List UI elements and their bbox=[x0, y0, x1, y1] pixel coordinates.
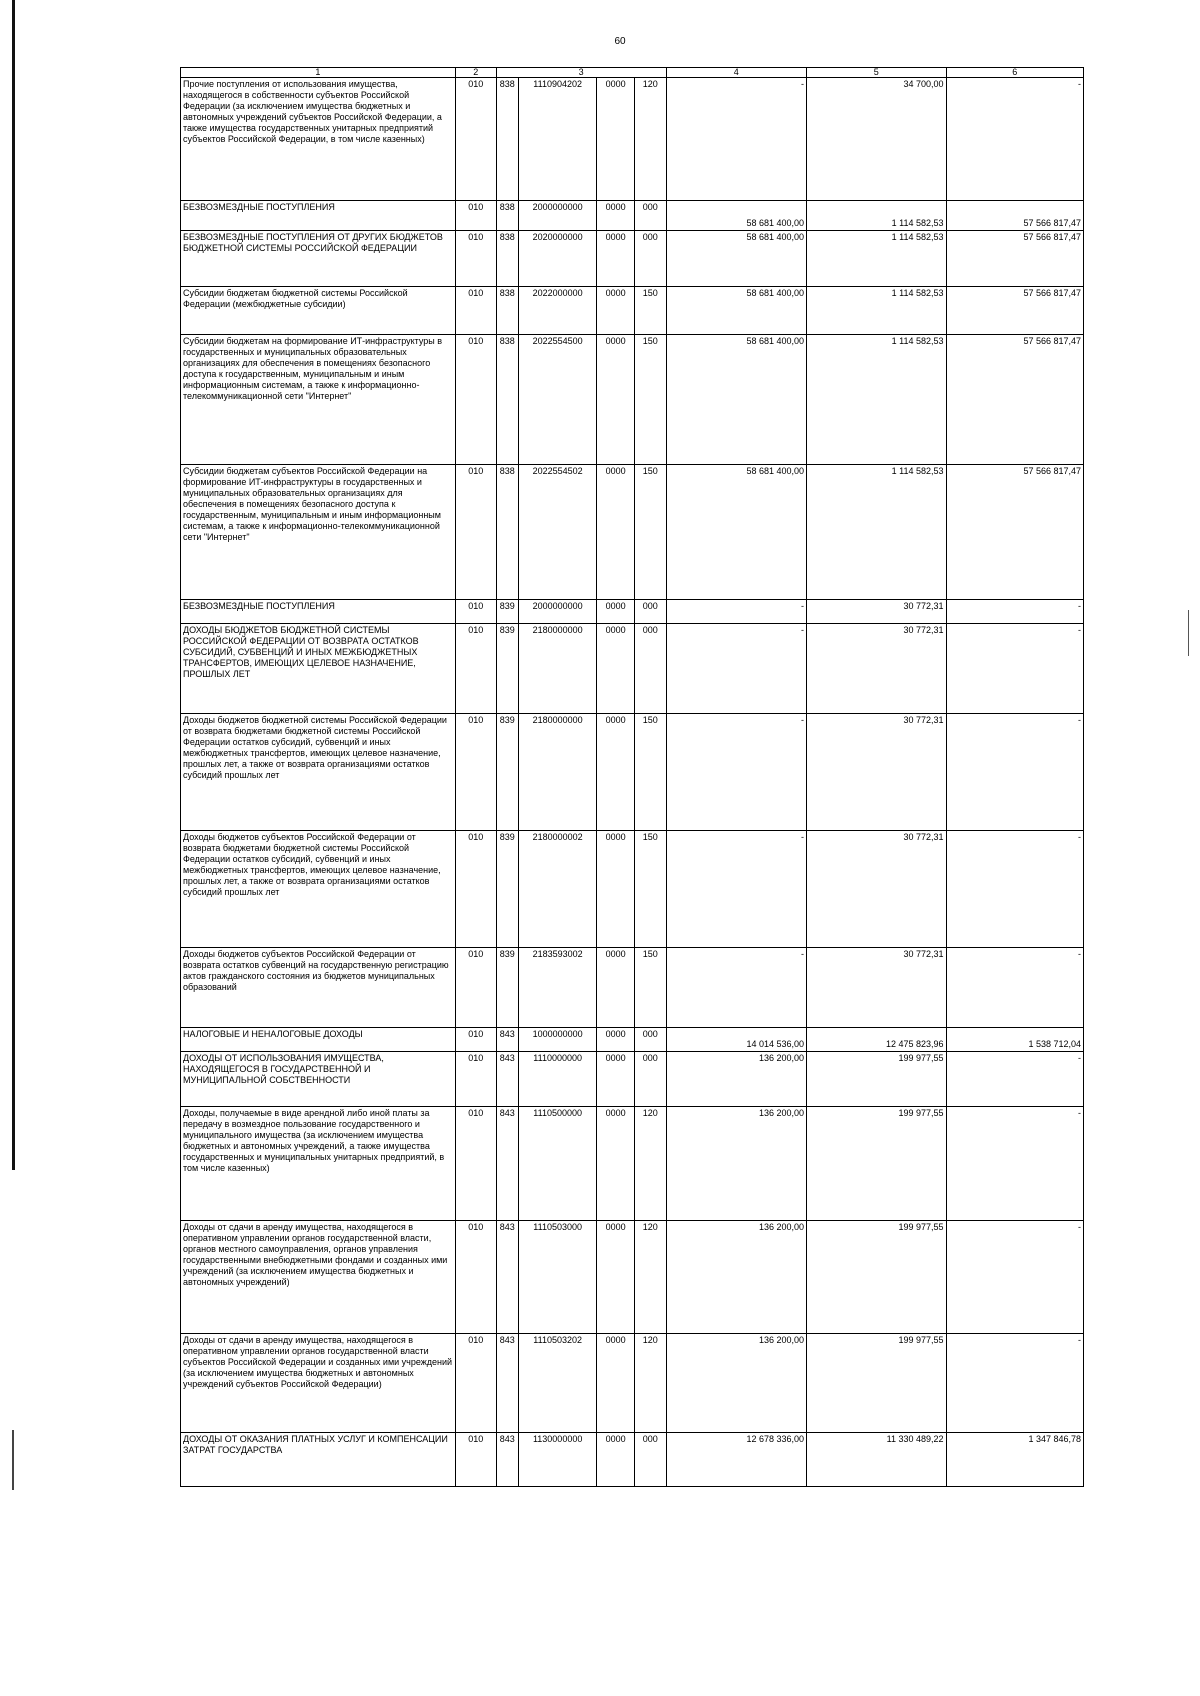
row-name: НАЛОГОВЫЕ И НЕНАЛОГОВЫЕ ДОХОДЫ bbox=[181, 1028, 456, 1052]
row-code-kbk: 2180000000 bbox=[518, 714, 596, 831]
row-code-admin: 838 bbox=[496, 78, 518, 201]
row-code-type: 000 bbox=[635, 231, 667, 287]
row-code-admin: 838 bbox=[496, 231, 518, 287]
row-amount-col4: - bbox=[666, 714, 806, 831]
budget-table bbox=[180, 67, 1084, 1487]
row-amount-col5: 30 772,31 bbox=[807, 624, 946, 714]
row-code-admin: 839 bbox=[496, 831, 518, 948]
row-code-kbk: 1110503202 bbox=[518, 1334, 596, 1433]
row-code-kbk: 1130000000 bbox=[518, 1433, 596, 1487]
row-code-program: 0000 bbox=[597, 465, 635, 600]
row-code-admin: 838 bbox=[496, 287, 518, 335]
row-code-col2: 010 bbox=[455, 600, 496, 624]
row-amount-col6: - bbox=[946, 714, 1083, 831]
row-amount-col4: - bbox=[666, 624, 806, 714]
row-amount-col5: 1 114 582,53 bbox=[807, 465, 946, 600]
row-amount-col5: 30 772,31 bbox=[807, 714, 946, 831]
row-amount-col6: 57 566 817,47 bbox=[946, 335, 1083, 465]
table-row bbox=[181, 948, 1084, 1028]
table-row bbox=[181, 335, 1084, 465]
row-code-kbk: 1110500000 bbox=[518, 1107, 596, 1221]
row-amount-col6: - bbox=[946, 1052, 1083, 1107]
row-amount-col4: 136 200,00 bbox=[666, 1334, 806, 1433]
row-amount-col5: 199 977,55 bbox=[807, 1052, 946, 1107]
row-code-program: 0000 bbox=[597, 78, 635, 201]
row-code-program: 0000 bbox=[597, 1334, 635, 1433]
row-amount-col6: - bbox=[946, 948, 1083, 1028]
row-name: Доходы бюджетов субъектов Российской Федерации от возврата остатков субвенций на государственную регистрацию актов гражданского состояния из бюджетов муниципальных образований bbox=[181, 948, 456, 1028]
row-code-kbk: 2022554500 bbox=[518, 335, 596, 465]
row-code-type: 150 bbox=[635, 335, 667, 465]
row-code-kbk: 2000000000 bbox=[518, 600, 596, 624]
row-code-kbk: 2183593002 bbox=[518, 948, 596, 1028]
header-col-4: 4 bbox=[666, 68, 806, 78]
row-code-kbk: 1110904202 bbox=[518, 78, 596, 201]
row-code-program: 0000 bbox=[597, 287, 635, 335]
row-code-program: 0000 bbox=[597, 231, 635, 287]
row-code-program: 0000 bbox=[597, 600, 635, 624]
row-amount-col4: 136 200,00 bbox=[666, 1107, 806, 1221]
table-header-row bbox=[181, 68, 1084, 78]
table-row bbox=[181, 78, 1084, 201]
table-row bbox=[181, 1334, 1084, 1433]
table-row bbox=[181, 465, 1084, 600]
row-code-type: 150 bbox=[635, 714, 667, 831]
row-code-col2: 010 bbox=[455, 831, 496, 948]
row-code-program: 0000 bbox=[597, 1433, 635, 1487]
table-row bbox=[181, 1052, 1084, 1107]
page-number: 60 bbox=[614, 36, 626, 47]
row-code-type: 150 bbox=[635, 465, 667, 600]
row-code-admin: 839 bbox=[496, 600, 518, 624]
row-code-admin: 843 bbox=[496, 1052, 518, 1107]
row-amount-col5: 199 977,55 bbox=[807, 1107, 946, 1221]
row-name: Субсидии бюджетам на формирование ИТ-инфраструктуры в государственных и муниципальных образовательных организациях для обеспечения в помещениях безопасного доступа к государственным, муниципальным и иным информационным системам, а также к информационно-телекоммуникационной сети "Интернет" bbox=[181, 335, 456, 465]
row-name: Субсидии бюджетам бюджетной системы Российской Федерации (межбюджетные субсидии) bbox=[181, 287, 456, 335]
row-name: ДОХОДЫ БЮДЖЕТОВ БЮДЖЕТНОЙ СИСТЕМЫ РОССИЙСКОЙ ФЕДЕРАЦИИ ОТ ВОЗВРАТА ОСТАТКОВ СУБСИДИЙ, СУБВЕНЦИЙ И ИНЫХ МЕЖБЮДЖЕТНЫХ ТРАНСФЕРТОВ, ИМЕЮЩИХ ЦЕЛЕВОЕ НАЗНАЧЕНИЕ, ПРОШЛЫХ ЛЕТ bbox=[181, 624, 456, 714]
header-col-1: 1 bbox=[181, 68, 456, 78]
row-name: БЕЗВОЗМЕЗДНЫЕ ПОСТУПЛЕНИЯ ОТ ДРУГИХ БЮДЖЕТОВ БЮДЖЕТНОЙ СИСТЕМЫ РОССИЙСКОЙ ФЕДЕРАЦИИ bbox=[181, 231, 456, 287]
row-code-col2: 010 bbox=[455, 78, 496, 201]
row-amount-col4: 136 200,00 bbox=[666, 1052, 806, 1107]
row-code-type: 120 bbox=[635, 1221, 667, 1334]
row-code-kbk: 2022000000 bbox=[518, 287, 596, 335]
row-amount-col4: - bbox=[666, 78, 806, 201]
row-code-type: 120 bbox=[635, 78, 667, 201]
row-code-type: 000 bbox=[635, 1052, 667, 1107]
row-code-col2: 010 bbox=[455, 948, 496, 1028]
row-code-col2: 010 bbox=[455, 1334, 496, 1433]
row-amount-col4: 136 200,00 bbox=[666, 1221, 806, 1334]
row-code-type: 150 bbox=[635, 831, 667, 948]
row-code-col2: 010 bbox=[455, 1107, 496, 1221]
row-amount-col5: 12 475 823,96 bbox=[807, 1028, 946, 1052]
row-amount-col5: 11 330 489,22 bbox=[807, 1433, 946, 1487]
row-code-col2: 010 bbox=[455, 231, 496, 287]
scan-left-margin-line-lower bbox=[12, 1430, 14, 1490]
row-code-program: 0000 bbox=[597, 1052, 635, 1107]
row-code-program: 0000 bbox=[597, 714, 635, 831]
row-code-program: 0000 bbox=[597, 831, 635, 948]
row-code-admin: 843 bbox=[496, 1028, 518, 1052]
row-amount-col6: - bbox=[946, 1107, 1083, 1221]
row-code-col2: 010 bbox=[455, 714, 496, 831]
table-row bbox=[181, 231, 1084, 287]
table-row bbox=[181, 624, 1084, 714]
row-code-admin: 843 bbox=[496, 1107, 518, 1221]
table-row bbox=[181, 714, 1084, 831]
row-code-admin: 839 bbox=[496, 714, 518, 831]
row-amount-col6: 57 566 817,47 bbox=[946, 201, 1083, 231]
row-code-kbk: 2180000002 bbox=[518, 831, 596, 948]
row-code-program: 0000 bbox=[597, 1221, 635, 1334]
row-amount-col4: - bbox=[666, 948, 806, 1028]
row-code-type: 120 bbox=[635, 1334, 667, 1433]
row-name: БЕЗВОЗМЕЗДНЫЕ ПОСТУПЛЕНИЯ bbox=[181, 201, 456, 231]
row-amount-col4: 58 681 400,00 bbox=[666, 465, 806, 600]
row-code-kbk: 1000000000 bbox=[518, 1028, 596, 1052]
row-amount-col6: - bbox=[946, 78, 1083, 201]
row-amount-col5: 34 700,00 bbox=[807, 78, 946, 201]
table-row bbox=[181, 1028, 1084, 1052]
row-amount-col6: 1 538 712,04 bbox=[946, 1028, 1083, 1052]
header-col-2: 2 bbox=[455, 68, 496, 78]
row-name: Доходы от сдачи в аренду имущества, находящегося в оперативном управлении органов государственной власти субъектов Российской Федерации и созданных ими учреждений (за исключением имущества бюджетных и автономных учреждений субъектов Российской Федерации) bbox=[181, 1334, 456, 1433]
row-code-kbk: 1110000000 bbox=[518, 1052, 596, 1107]
row-amount-col5: 1 114 582,53 bbox=[807, 231, 946, 287]
row-code-type: 120 bbox=[635, 1107, 667, 1221]
row-amount-col6: 1 347 846,78 bbox=[946, 1433, 1083, 1487]
row-amount-col5: 30 772,31 bbox=[807, 600, 946, 624]
row-name: БЕЗВОЗМЕЗДНЫЕ ПОСТУПЛЕНИЯ bbox=[181, 600, 456, 624]
row-amount-col4: 58 681 400,00 bbox=[666, 287, 806, 335]
row-code-kbk: 2020000000 bbox=[518, 231, 596, 287]
table-row bbox=[181, 287, 1084, 335]
row-code-type: 000 bbox=[635, 624, 667, 714]
row-amount-col4: 58 681 400,00 bbox=[666, 201, 806, 231]
row-code-type: 150 bbox=[635, 287, 667, 335]
row-code-type: 000 bbox=[635, 600, 667, 624]
row-code-program: 0000 bbox=[597, 1107, 635, 1221]
row-code-kbk: 1110503000 bbox=[518, 1221, 596, 1334]
row-amount-col6: - bbox=[946, 1221, 1083, 1334]
row-amount-col4: - bbox=[666, 831, 806, 948]
row-code-col2: 010 bbox=[455, 201, 496, 231]
row-amount-col4: - bbox=[666, 600, 806, 624]
row-code-type: 000 bbox=[635, 1028, 667, 1052]
row-code-admin: 843 bbox=[496, 1433, 518, 1487]
row-code-col2: 010 bbox=[455, 1028, 496, 1052]
header-col-3: 3 bbox=[496, 68, 666, 78]
row-amount-col4: 12 678 336,00 bbox=[666, 1433, 806, 1487]
row-amount-col5: 199 977,55 bbox=[807, 1221, 946, 1334]
scan-left-margin-line bbox=[12, 0, 15, 1170]
table-row bbox=[181, 831, 1084, 948]
row-name: Доходы бюджетов субъектов Российской Федерации от возврата бюджетами бюджетной системы Российской Федерации остатков субсидий, субвенций и иных межбюджетных трансфертов, имеющих целевое назначение, прошлых лет, а также от возврата организациями остатков субсидий прошлых лет bbox=[181, 831, 456, 948]
row-amount-col4: 14 014 536,00 bbox=[666, 1028, 806, 1052]
row-code-col2: 010 bbox=[455, 335, 496, 465]
row-code-col2: 010 bbox=[455, 624, 496, 714]
row-amount-col6: - bbox=[946, 600, 1083, 624]
row-amount-col6: 57 566 817,47 bbox=[946, 231, 1083, 287]
row-code-program: 0000 bbox=[597, 1028, 635, 1052]
row-code-col2: 010 bbox=[455, 287, 496, 335]
row-amount-col4: 58 681 400,00 bbox=[666, 335, 806, 465]
row-code-program: 0000 bbox=[597, 335, 635, 465]
table-row bbox=[181, 1107, 1084, 1221]
row-name: Доходы, получаемые в виде арендной либо иной платы за передачу в возмездное пользование государственного и муниципального имущества (за исключением имущества бюджетных и автономных учреждений, а также имущества государственных и муниципальных унитарных предприятий, в том числе казенных) bbox=[181, 1107, 456, 1221]
row-name: ДОХОДЫ ОТ ОКАЗАНИЯ ПЛАТНЫХ УСЛУГ И КОМПЕНСАЦИИ ЗАТРАТ ГОСУДАРСТВА bbox=[181, 1433, 456, 1487]
header-col-6: 6 bbox=[946, 68, 1083, 78]
row-code-col2: 010 bbox=[455, 1052, 496, 1107]
row-amount-col6: - bbox=[946, 1334, 1083, 1433]
row-code-program: 0000 bbox=[597, 624, 635, 714]
row-name: Прочие поступления от использования имущества, находящегося в собственности субъектов Российской Федерации (за исключением имущества бюджетных и автономных учреждений субъектов Российской Федерации, а также имущества государственных унитарных предприятий субъектов Российской Федерации, в том числе казенных) bbox=[181, 78, 456, 201]
row-code-program: 0000 bbox=[597, 948, 635, 1028]
row-code-col2: 010 bbox=[455, 1221, 496, 1334]
row-code-col2: 010 bbox=[455, 1433, 496, 1487]
row-code-program: 0000 bbox=[597, 201, 635, 231]
row-name: Доходы от сдачи в аренду имущества, находящегося в оперативном управлении органов государственной власти, органов местного самоуправления, органов управления государственными внебюджетными фондами и созданных ими учреждений (за исключением имущества бюджетных и автономных учреждений) bbox=[181, 1221, 456, 1334]
row-amount-col6: - bbox=[946, 831, 1083, 948]
row-name: Субсидии бюджетам субъектов Российской Федерации на формирование ИТ-инфраструктуры в государственных и муниципальных образовательных организациях для обеспечения в помещениях безопасного доступа к государственным, муниципальным и иным информационным системам, а также к информационно-телекоммуникационной сети "Интернет" bbox=[181, 465, 456, 600]
row-code-type: 000 bbox=[635, 201, 667, 231]
header-col-5: 5 bbox=[807, 68, 946, 78]
row-code-admin: 843 bbox=[496, 1221, 518, 1334]
row-amount-col6: 57 566 817,47 bbox=[946, 465, 1083, 600]
table-row bbox=[181, 1433, 1084, 1487]
row-amount-col5: 1 114 582,53 bbox=[807, 335, 946, 465]
scan-right-margin-mark bbox=[1188, 610, 1189, 656]
row-amount-col6: - bbox=[946, 624, 1083, 714]
row-code-admin: 839 bbox=[496, 948, 518, 1028]
row-code-admin: 838 bbox=[496, 335, 518, 465]
row-name: Доходы бюджетов бюджетной системы Российской Федерации от возврата бюджетами бюджетной системы Российской Федерации остатков субсидий, субвенций и иных межбюджетных трансфертов, имеющих целевое назначение, прошлых лет, а также от возврата организациями остатков субсидий прошлых лет bbox=[181, 714, 456, 831]
table-row bbox=[181, 1221, 1084, 1334]
row-amount-col5: 30 772,31 bbox=[807, 831, 946, 948]
row-amount-col6: 57 566 817,47 bbox=[946, 287, 1083, 335]
row-code-kbk: 2000000000 bbox=[518, 201, 596, 231]
row-amount-col5: 199 977,55 bbox=[807, 1334, 946, 1433]
table-row bbox=[181, 600, 1084, 624]
row-code-admin: 839 bbox=[496, 624, 518, 714]
row-amount-col5: 1 114 582,53 bbox=[807, 201, 946, 231]
row-code-type: 000 bbox=[635, 1433, 667, 1487]
row-amount-col4: 58 681 400,00 bbox=[666, 231, 806, 287]
row-code-admin: 843 bbox=[496, 1334, 518, 1433]
row-code-kbk: 2180000000 bbox=[518, 624, 596, 714]
row-code-admin: 838 bbox=[496, 465, 518, 600]
row-amount-col5: 1 114 582,53 bbox=[807, 287, 946, 335]
row-code-type: 150 bbox=[635, 948, 667, 1028]
row-name: ДОХОДЫ ОТ ИСПОЛЬЗОВАНИЯ ИМУЩЕСТВА, НАХОДЯЩЕГОСЯ В ГОСУДАРСТВЕННОЙ И МУНИЦИПАЛЬНОЙ СОБСТВЕННОСТИ bbox=[181, 1052, 456, 1107]
row-code-kbk: 2022554502 bbox=[518, 465, 596, 600]
row-amount-col5: 30 772,31 bbox=[807, 948, 946, 1028]
table-row bbox=[181, 201, 1084, 231]
row-code-col2: 010 bbox=[455, 465, 496, 600]
row-code-admin: 838 bbox=[496, 201, 518, 231]
